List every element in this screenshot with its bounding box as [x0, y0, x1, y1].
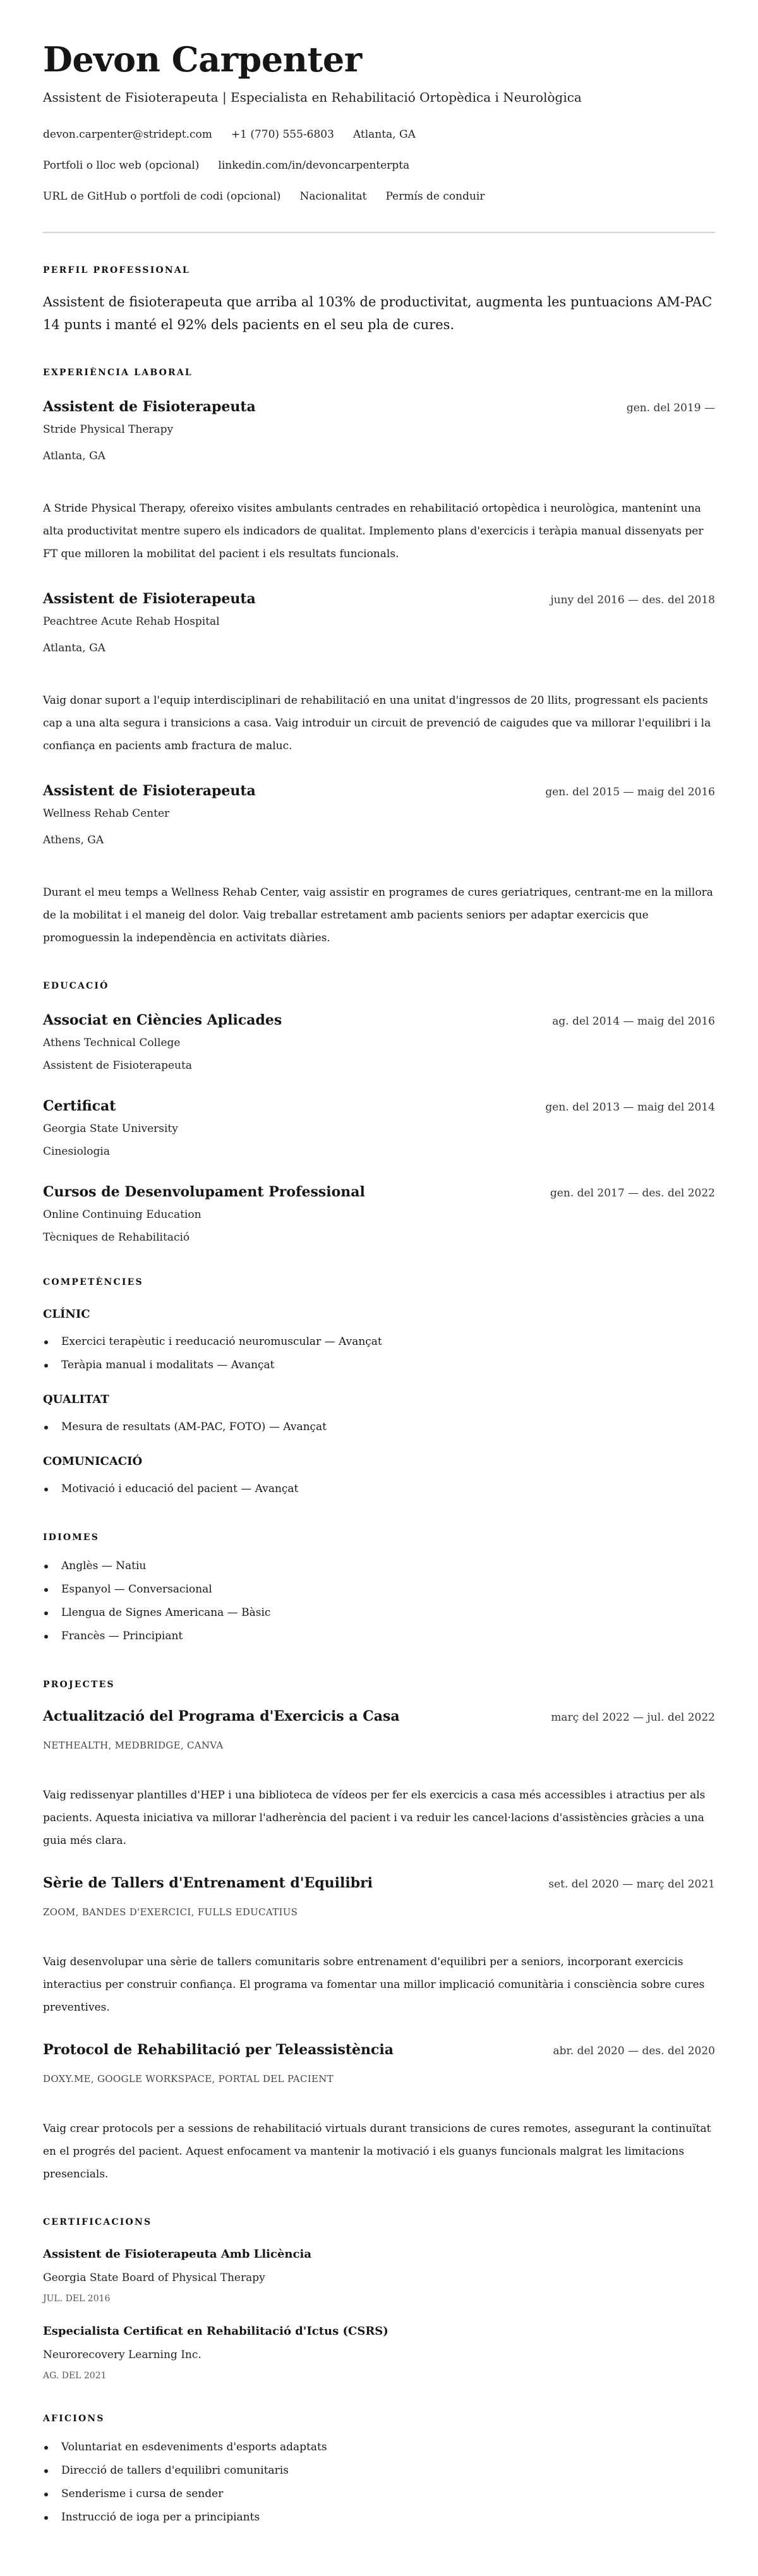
contact-info — [43, 127, 715, 204]
languages-section — [43, 1531, 715, 1648]
header-divider — [43, 232, 715, 233]
education-dates: ag. del 2014 — maig del 2016 — [552, 1015, 715, 1028]
language-item: Llengua de Signes Americana — Bàsic — [43, 1601, 715, 1625]
job-dates: juny del 2016 — des. del 2018 — [550, 594, 715, 606]
skill-category: CLÍNIC — [43, 1308, 90, 1321]
contact-item: Atlanta, GA — [352, 128, 416, 141]
languages-list — [43, 1555, 715, 1648]
project-entry — [43, 1874, 715, 2019]
education-dates: gen. del 2017 — des. del 2022 — [550, 1187, 715, 1200]
skill-category: QUALITAT — [43, 1393, 109, 1406]
entry-header — [43, 1011, 715, 1031]
contact-row — [43, 158, 715, 173]
entry-header — [43, 589, 715, 610]
section-heading: EDUCACIÓ — [43, 981, 109, 991]
skill-category: COMUNICACIÓ — [43, 1455, 143, 1468]
skills-section — [43, 1276, 715, 1501]
project-dates: set. del 2020 — març del 2021 — [548, 1878, 715, 1891]
certification-date: JUL. DEL 2016 — [43, 2294, 111, 2304]
entry-header — [43, 781, 715, 802]
certification-entry — [43, 2246, 715, 2305]
hobbies-list — [43, 2436, 715, 2529]
contact-item: linkedin.com/in/devoncarpenterpta — [218, 159, 410, 172]
entry-header — [43, 2040, 715, 2061]
skill-item: Motivació i educació del pacient — Avançat — [43, 1478, 715, 1501]
skill-list — [43, 1330, 715, 1377]
language-item: Anglès — Natiu — [43, 1555, 715, 1578]
section-heading: EXPERIÈNCIA LABORAL — [43, 368, 193, 378]
job-location: Atlanta, GA — [43, 450, 105, 462]
project-description: Vaig redissenyar plantilles d'HEP i una biblioteca de vídeos per fer els exercicis a casa més accessibles i atractius per als pacients. Aquesta iniciativa va millorar l'adherència del pacient i va reduir les cancel·lacions d'assistències gràcies a una guia més clara. — [43, 1789, 706, 1847]
education-entry — [43, 1183, 715, 1246]
section-heading: COMPETÈNCIES — [43, 1277, 143, 1287]
experience-section — [43, 366, 715, 949]
contact-item: +1 (770) 555-6803 — [231, 128, 334, 141]
school-name: Athens Technical College — [43, 1037, 181, 1049]
school-name: Georgia State University — [43, 1122, 178, 1135]
project-title: Actualització del Programa d'Exercicis a Casa — [43, 1708, 400, 1724]
job-description: A Stride Physical Therapy, ofereixo visites ambulants centrades en rehabilitació ortopèdica i neurològica, mantenint una alta productivitat mentre supero els indicadors de qualitat. Implemento plans d'exercicis i teràpia manual dissenyats per FT que milloren la mobilitat del pacient i els resultats funcionals. — [43, 502, 704, 560]
contact-item: Permís de conduir — [385, 190, 485, 203]
section-heading: IDIOMES — [43, 1532, 100, 1543]
contact-item: URL de GitHub o portfoli de codi (opcional) — [43, 190, 281, 203]
school-name: Online Continuing Education — [43, 1208, 202, 1221]
education-entry — [43, 1097, 715, 1160]
certification-title: Especialista Certificat en Rehabilitació d'Ictus (CSRS) — [43, 2325, 388, 2338]
section-heading: AFICIONS — [43, 2414, 105, 2424]
degree: Associat en Ciències Aplicades — [43, 1012, 282, 1028]
project-dates: abr. del 2020 — des. del 2020 — [553, 2045, 715, 2057]
contact-item: Nacionalitat — [299, 190, 367, 203]
education-entry — [43, 1011, 715, 1074]
certification-date: AG. DEL 2021 — [43, 2371, 107, 2381]
certification-issuer: Georgia State Board of Physical Therapy — [43, 2272, 265, 2284]
experience-entry — [43, 397, 715, 565]
section-heading: PERFIL PROFESSIONAL — [43, 265, 190, 275]
experience-entry — [43, 781, 715, 949]
contact-item: Portfoli o lloc web (opcional) — [43, 159, 200, 172]
section-heading: CERTIFICACIONS — [43, 2217, 152, 2227]
field-of-study: Assistent de Fisioterapeuta — [43, 1059, 192, 1072]
skill-item: Teràpia manual i modalitats — Avançat — [43, 1354, 715, 1377]
job-description: Vaig donar suport a l'equip interdisciplinari de rehabilitació en una unitat d'ingressos de 20 llits, progressant els pacients cap a una alta segura i transicions a casa. Vaig introduir un circuit de prevenció de caigudes que va millorar l'equilibri i la confiança en pacients amb fractura de maluc. — [43, 694, 711, 752]
project-description: Vaig crear protocols per a sessions de rehabilitació virtuals durant transicions de cures remotes, assegurant la continuïtat en el progrés del pacient. Aquest enfocament va mantenir la motivació i els guanys funcionals malgrat les limitacions presencials. — [43, 2122, 711, 2181]
hobbies-section — [43, 2412, 715, 2529]
education-dates: gen. del 2013 — maig del 2014 — [545, 1101, 715, 1114]
contact-item: devon.carpenter@stridept.com — [43, 128, 212, 141]
experience-entry — [43, 589, 715, 757]
certification-issuer: Neurorecovery Learning Inc. — [43, 2349, 202, 2361]
job-title: Assistent de Fisioterapeuta — [43, 783, 256, 799]
projects-section — [43, 1678, 715, 2186]
project-tools: NETHEALTH, MEDBRIDGE, CANVA — [43, 1740, 224, 1751]
degree: Cursos de Desenvolupament Professional — [43, 1184, 365, 1200]
contact-row — [43, 189, 715, 204]
field-of-study: Tècniques de Rehabilitació — [43, 1231, 190, 1244]
summary-section — [43, 264, 715, 336]
skill-item: Exercici terapèutic i reeducació neuromuscular — Avançat — [43, 1330, 715, 1354]
project-entry — [43, 2040, 715, 2186]
project-title: Sèrie de Tallers d'Entrenament d'Equilibri — [43, 1875, 373, 1891]
headline: Assistent de Fisioterapeuta | Especialista en Rehabilitació Ortopèdica i Neurològica — [43, 90, 582, 105]
candidate-name: Devon Carpenter — [43, 39, 362, 80]
entry-header — [43, 397, 715, 418]
project-entry — [43, 1707, 715, 1852]
hobby-item: Direcció de tallers d'equilibri comunitaris — [43, 2459, 715, 2483]
language-item: Francès — Principiant — [43, 1625, 715, 1648]
job-description: Durant el meu temps a Wellness Rehab Center, vaig assistir en programes de cures geriatriques, centrant-me en la millora de la mobilitat i el maneig del dolor. Vaig treballar estretament amb pacients seniors per adaptar exercicis que promoguessin la independència en activitats diàries. — [43, 886, 713, 944]
entry-header — [43, 1874, 715, 1894]
company-name: Wellness Rehab Center — [43, 807, 170, 820]
company-name: Stride Physical Therapy — [43, 423, 174, 436]
skill-list — [43, 1478, 715, 1501]
job-dates: gen. del 2019 — — [626, 402, 715, 414]
job-location: Athens, GA — [43, 834, 104, 846]
summary-text: Assistent de fisioterapeuta que arriba al 103% de productivitat, augmenta les puntuacions AM-PAC 14 punts i manté el 92% dels pacients en el seu pla de cures. — [43, 294, 713, 332]
entry-header — [43, 1097, 715, 1117]
entry-header — [43, 1707, 715, 1727]
skill-list — [43, 1416, 715, 1439]
section-heading: PROJECTES — [43, 1680, 115, 1690]
certification-title: Assistent de Fisioterapeuta Amb Llicència — [43, 2248, 311, 2261]
job-location: Atlanta, GA — [43, 642, 105, 654]
job-title: Assistent de Fisioterapeuta — [43, 591, 256, 607]
field-of-study: Cinesiologia — [43, 1145, 110, 1158]
project-title: Protocol de Rehabilitació per Teleassistència — [43, 2042, 394, 2058]
education-section — [43, 980, 715, 1246]
hobby-item: Voluntariat en esdeveniments d'esports adaptats — [43, 2436, 715, 2459]
project-description: Vaig desenvolupar una sèrie de tallers comunitaris sobre entrenament d'equilibri per a seniors, incorporant exercicis interactius per construir confiança. El programa va fomentar una millor implicació comunitària i consciència sobre cures preventives. — [43, 1956, 705, 2014]
resume-header — [43, 39, 715, 204]
project-tools: DOXY.ME, GOOGLE WORKSPACE, PORTAL DEL PACIENT — [43, 2073, 334, 2085]
hobby-item: Instrucció de ioga per a principiants — [43, 2506, 715, 2529]
skill-item: Mesura de resultats (AM-PAC, FOTO) — Avançat — [43, 1416, 715, 1439]
project-dates: març del 2022 — jul. del 2022 — [551, 1711, 715, 1724]
certification-entry — [43, 2323, 715, 2382]
company-name: Peachtree Acute Rehab Hospital — [43, 615, 220, 628]
hobby-item: Senderisme i cursa de sender — [43, 2483, 715, 2506]
job-title: Assistent de Fisioterapeuta — [43, 399, 256, 415]
degree: Certificat — [43, 1098, 116, 1114]
project-tools: ZOOM, BANDES D'EXERCICI, FULLS EDUCATIUS — [43, 1906, 298, 1918]
certifications-section — [43, 2216, 715, 2382]
language-item: Espanyol — Conversacional — [43, 1578, 715, 1601]
entry-header — [43, 1183, 715, 1203]
contact-row — [43, 127, 715, 142]
job-dates: gen. del 2015 — maig del 2016 — [545, 786, 715, 798]
